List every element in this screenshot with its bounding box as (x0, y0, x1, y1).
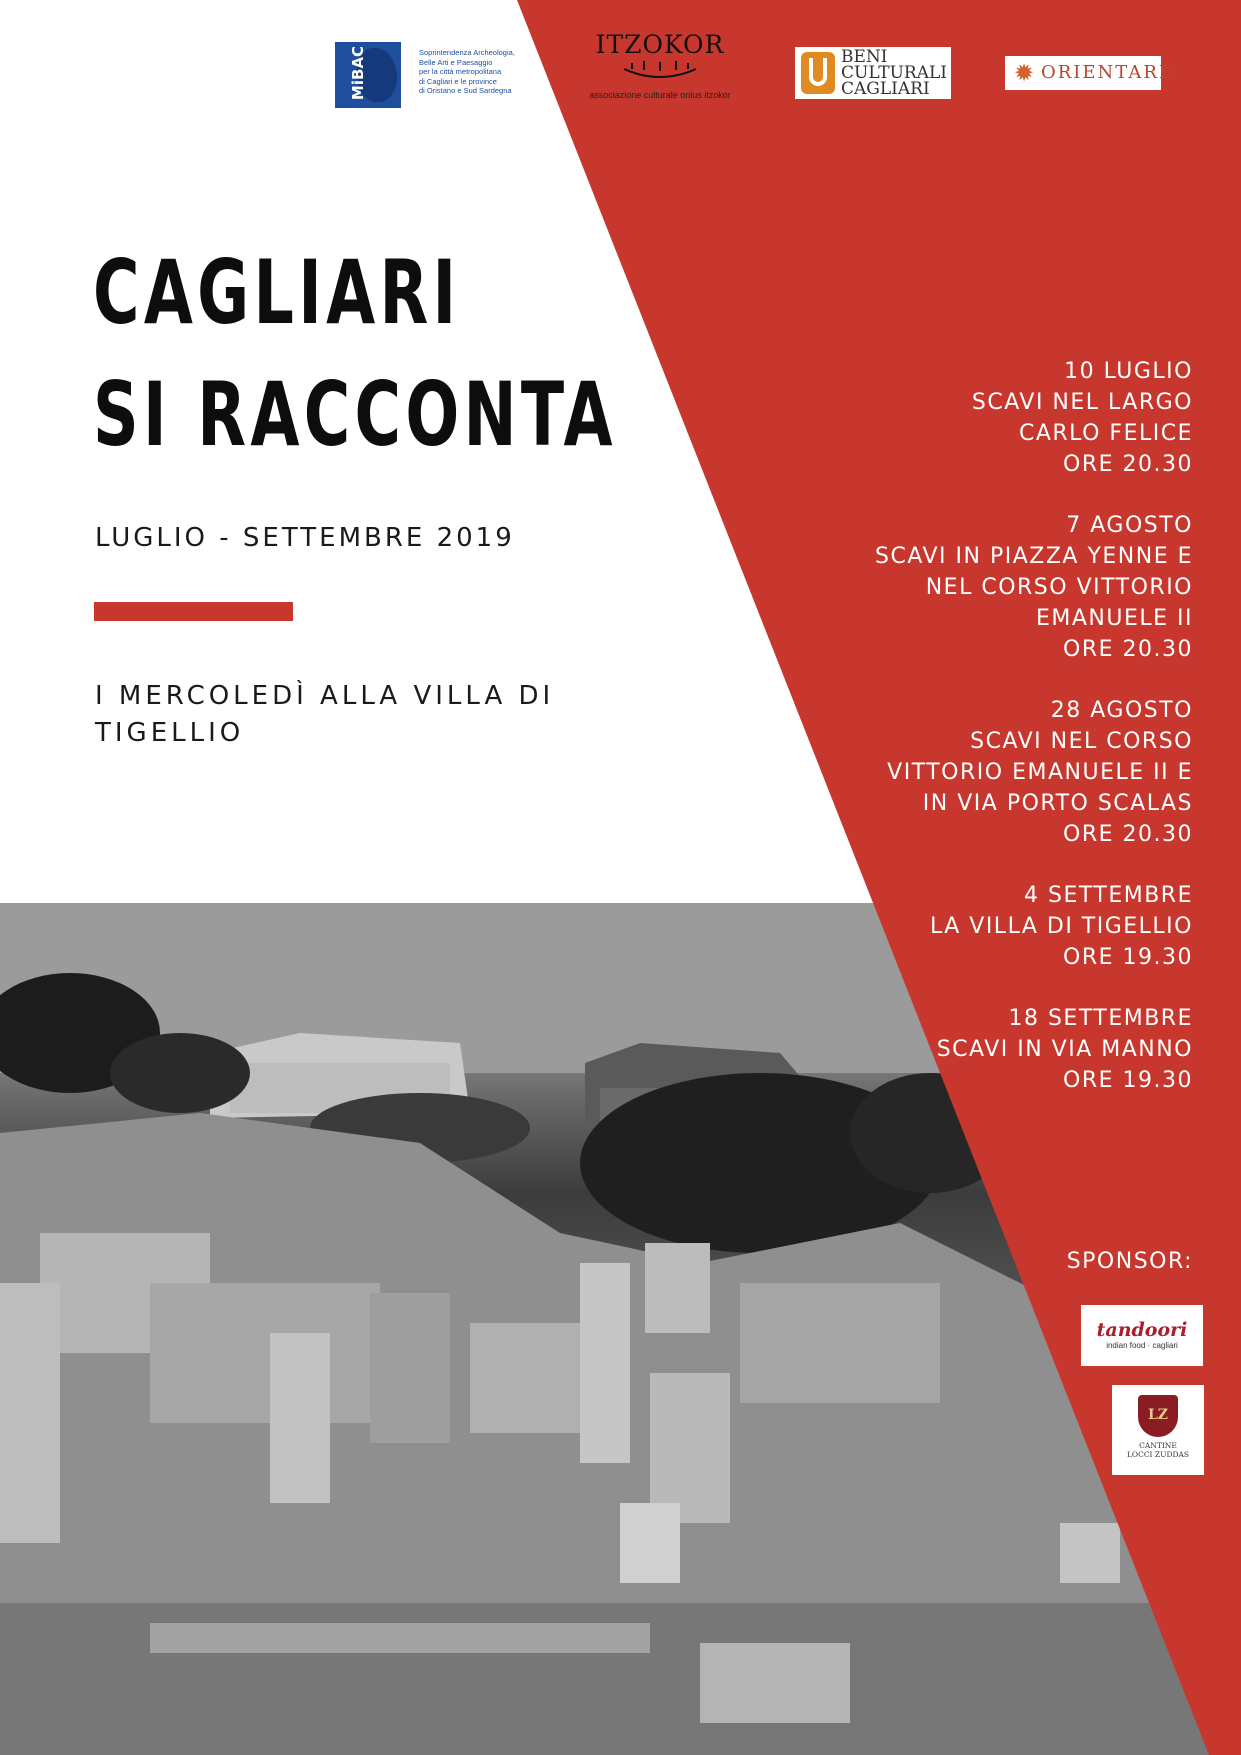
cantine-text: CANTINE LOCCI ZUDDAS (1126, 1441, 1190, 1459)
event-time: ORE 20.30 (1063, 452, 1193, 477)
event-item (733, 1003, 1193, 1096)
tandoori-sub: indian food · cagliari (1106, 1341, 1178, 1350)
event-line: CARLO FELICE (1018, 421, 1193, 446)
cantine-sponsor-logo (1112, 1385, 1204, 1475)
event-item (733, 356, 1193, 480)
event-item (733, 695, 1193, 850)
event-date: 28 AGOSTO (1050, 698, 1193, 723)
event-time: ORE 20.30 (1063, 822, 1193, 847)
event-line: NEL CORSO VITTORIO (925, 575, 1193, 600)
mibac-logo (335, 42, 525, 108)
tandoori-name: tandoori (1096, 1319, 1188, 1341)
page-title (93, 232, 617, 476)
event-line: SCAVI NEL CORSO (970, 729, 1193, 754)
event-line: SCAVI IN VIA MANNO (936, 1037, 1193, 1062)
shield-icon: LZ (1138, 1395, 1178, 1437)
title-line-1: CAGLIARI (93, 241, 461, 344)
event-time: ORE 20.30 (1063, 637, 1193, 662)
event-time: ORE 19.30 (1063, 1068, 1193, 1093)
event-date: 10 LUGLIO (1064, 359, 1193, 384)
event-time: ORE 19.30 (1063, 945, 1193, 970)
beni-culturali-logo (795, 47, 951, 99)
subtitle: I MERCOLEDÌ ALLA VILLA DI TIGELLIO (95, 681, 555, 748)
event-date: 18 SETTEMBRE (1008, 1006, 1193, 1031)
beni-text: BENI CULTURALI CAGLIARI (841, 47, 947, 99)
event-line: VITTORIO EMANUELE II E (887, 760, 1193, 785)
event-line: LA VILLA DI TIGELLIO (929, 914, 1193, 939)
boat-icon (620, 59, 700, 81)
event-line: SCAVI IN PIAZZA YENNE E (875, 544, 1193, 569)
itzokor-caption: associazione culturale onlus itzokor (589, 90, 731, 100)
mibac-text: Soprintendenza Archeologia, Belle Arti e Paesaggio per la città metropolitana di Cagliari e le province di Oristano e Sud Sardegna (419, 48, 515, 95)
event-item (733, 880, 1193, 973)
event-line: SCAVI NEL LARGO (971, 390, 1193, 415)
event-schedule (733, 356, 1193, 1126)
event-item (733, 510, 1193, 665)
itzokor-name: ITZOKOR (595, 30, 725, 59)
accent-divider (94, 602, 293, 621)
event-date: 4 SETTEMBRE (1023, 883, 1193, 908)
event-line: EMANUELE II (1035, 606, 1193, 631)
itzokor-logo (575, 30, 745, 116)
event-line: IN VIA PORTO SCALAS (922, 791, 1193, 816)
tandoori-sponsor-logo (1081, 1305, 1203, 1366)
orientare-text: ORIENTARE (1041, 62, 1175, 83)
sponsor-label: SPONSOR: (1066, 1249, 1193, 1274)
beni-emblem-icon (801, 52, 835, 94)
mibac-mark: MiBAC (335, 42, 401, 108)
date-range: LUGLIO - SETTEMBRE 2019 (95, 523, 515, 553)
sun-star-icon: ✹ (1013, 59, 1035, 87)
orientare-logo (1005, 56, 1175, 90)
event-date: 7 AGOSTO (1066, 513, 1193, 538)
title-line-2: SI RACCONTA (93, 363, 617, 466)
